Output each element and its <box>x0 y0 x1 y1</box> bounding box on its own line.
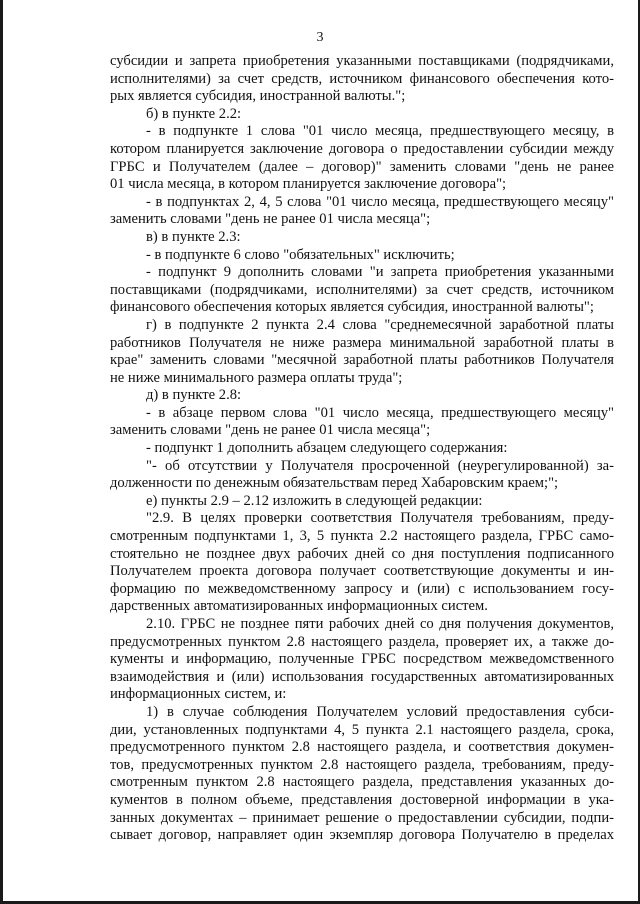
text-line: рых является субсидия, иностранной валюты."; <box>110 88 406 105</box>
text-line: "2.9. В целях проверки соответствия Получателя требованиям, преду- <box>146 510 614 527</box>
text-line: взаимодействия и (или) использования государственных автоматизированных <box>110 668 614 685</box>
text-line: предусмотренных пунктом 2.8 настоящего раздела, проверяет их, а также до- <box>110 633 614 650</box>
text-line: работников Получателя не ниже размера минимальной заработной платы в <box>110 334 614 351</box>
text-line: долженности по денежным обязательствам перед Хабаровским краем;"; <box>110 475 559 492</box>
text-line: - в абзаце первом слова "01 число месяца, предшествующего месяцу" <box>146 404 614 421</box>
text-line: - подпункт 9 дополнить словами "и запрета приобретения указанными <box>146 264 614 281</box>
text-line: е) пункты 2.9 – 2.12 изложить в следующей редакции: <box>146 492 483 509</box>
text-line: 01 числа месяца, в котором планируется заключение договора"; <box>110 176 507 193</box>
text-line: стоятельно не позднее двух рабочих дней со дня поступления подписанного <box>110 545 614 562</box>
text-line: Получателем проекта договора получает соответствующие документы и ин- <box>110 563 614 580</box>
text-line: крае" заменить словами "месячной заработной платы работников Получателя <box>110 352 614 369</box>
text-line: формацию по межведомственному запросу и (или) с использованием госу- <box>110 580 614 597</box>
text-line: ГРБС и Получателем (далее – договор)" заменить словами "день не ранее <box>110 158 614 175</box>
document-body <box>110 53 614 845</box>
text-line: заменить словами "день не ранее 01 числа месяца"; <box>110 211 431 228</box>
text-line: финансового обеспечения которых является субсидия, иностранной валюты"; <box>110 299 594 316</box>
text-line: тов, предусмотренных пунктом 2.8 настоящего раздела, требованиям, преду- <box>110 756 614 773</box>
text-line: исполнителями) за счет средств, источником финансового обеспечения кото- <box>110 70 614 87</box>
text-line: субсидии и запрета приобретения указанными поставщиками (подрядчиками, <box>110 53 614 69</box>
text-line: д) в пункте 2.8: <box>146 387 242 404</box>
text-line: кументов в полном объеме, представления достоверной информации в ука- <box>110 791 614 808</box>
text-line: занных документах – принимает решение о предоставлении субсидии, подпи- <box>110 809 614 826</box>
text-line: поставщиками (подрядчиками, исполнителями) за счет средств, источником <box>110 281 614 298</box>
text-line: - в подпунктах 2, 4, 5 слова "01 число месяца, предшествующего месяцу" <box>146 193 614 210</box>
text-line: сывает договор, направляет один экземпляр договора Получателю в пределах <box>110 827 614 844</box>
text-line: не ниже минимального размера оплаты труда"; <box>110 369 403 386</box>
text-line: в) в пункте 2.3: <box>146 228 241 245</box>
text-line: г) в подпункте 2 пункта 2.4 слова "среднемесячной заработной платы <box>146 316 614 333</box>
text-line: б) в пункте 2.2: <box>146 105 242 122</box>
text-line: - в подпункте 6 слово "обязательных" исключить; <box>146 246 455 263</box>
text-line: смотренным подпунктами 1, 3, 5 пункта 2.2 настоящего раздела, ГРБС само- <box>110 528 614 545</box>
text-line: смотренным пунктом 2.8 настоящего раздела, представления указанных до- <box>110 774 614 791</box>
text-line: 1) в случае соблюдения Получателем условий предоставления субси- <box>146 703 614 720</box>
text-line: "- об отсутствии у Получателя просроченной (неурегулированной) за- <box>146 457 614 474</box>
page-number: 3 <box>316 30 324 45</box>
scan-edge-left <box>0 0 3 904</box>
text-line: предусмотренного пунктом 2.8 настоящего раздела, и соответствия докумен- <box>110 739 614 756</box>
text-line: дарственных автоматизированных информационных систем. <box>110 598 488 615</box>
text-line: дии, установленных подпунктами 4, 5 пункта 2.1 настоящего раздела, срока, <box>110 721 614 738</box>
text-line: заменить словами "день не ранее 01 числа месяца"; <box>110 422 431 439</box>
text-line: 2.10. ГРБС не позднее пяти рабочих дней со дня получения документов, <box>146 616 614 632</box>
text-line: - в подпункте 1 слова "01 число месяца, предшествующего месяцу, в <box>146 123 614 140</box>
text-line: информационных систем, и: <box>110 686 287 703</box>
text-line: котором планируется заключение договора о предоставлении субсидии между <box>110 140 614 157</box>
text-line: - подпункт 1 дополнить абзацем следующего содержания: <box>146 440 508 457</box>
text-line: кументы и информацию, полученные ГРБС посредством межведомственного <box>110 651 614 668</box>
